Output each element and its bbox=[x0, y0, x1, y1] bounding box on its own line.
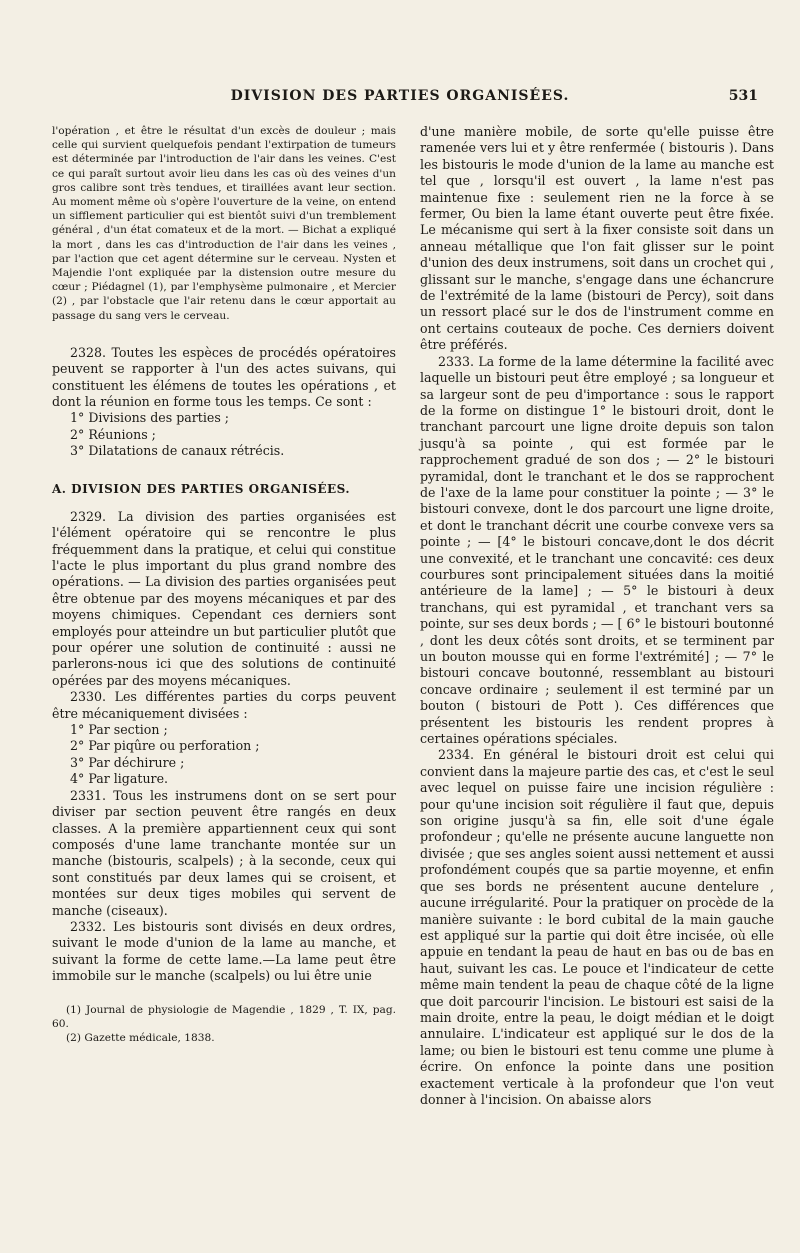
page-header bbox=[0, 88, 800, 110]
list-item: 4° Par ligature. bbox=[70, 771, 169, 787]
list-item: 3° Dilatations de canaux rétrécis. bbox=[70, 443, 285, 459]
list-item: 1° Par section ; bbox=[70, 722, 168, 738]
right-column bbox=[420, 124, 774, 1108]
list-2328 bbox=[52, 410, 396, 459]
list-item: 2° Réunions ; bbox=[70, 426, 156, 442]
footnote: (2) Gazette médicale, 1838. bbox=[66, 1031, 215, 1044]
paragraph-2330: 2330. Les différentes parties du corps peuvent être mécaniquement divisées : bbox=[52, 689, 396, 721]
paragraph-2333: 2333. La forme de la lame détermine la facilité avec laquelle un bistouri peut être employé ; sa longueur et sa largeur sont de peu d'importance : sous le rapport de la forme on distingue 1° le bistouri droit, dont le tranchant parcourt une ligne droite depuis son talon jusqu'à sa pointe , qui est formée par le rapprochement gradué de son dos ; — 2° le bistouri pyramidal, dont le tranchant et le dos se rapprochent de l'axe de la lame pour constituer la pointe ; — 3° le bistouri convexe, dont le dos parcourt une ligne droite, et dont le tranchant décrit une courbe convexe vers sa pointe ; — [4° le bistouri concave,dont le dos décrit une convexité, et le tranchant une concavité: ces deux courbures sont principalement situées dans la moitié antérieure de la lame] ; — 5° le bistouri à deux tranchans, qui est pyramidal , et tranchant vers sa pointe, sur ses deux bords ; — [ 6° le bistouri boutonné , dont les deux côtés sont droits, et se terminent par un bouton mousse qui en forme l'extrémité] ; — 7° le bistouri concave boutonné, ressemblant au bistouri concave ordinaire ; seulement il est terminé par un bouton ( bistouri de Pott ). Ces différences que présentent les bistouris les rendent propres à certaines opérations spéciales. bbox=[420, 353, 774, 747]
footnote: (1) Journal de physiologie de Magendie , 1829 , T. IX, pag. 60. bbox=[52, 1003, 396, 1030]
list-2330 bbox=[52, 722, 396, 788]
page-number: 531 bbox=[728, 88, 758, 104]
list-item: 2° Par piqûre ou perforation ; bbox=[70, 738, 260, 754]
paragraph-continuation: d'une manière mobile, de sorte qu'elle puisse être ramenée vers lui et y être renfermée ( bistouris ). Dans les bistouris le mode d'union de la lame au manche est tel que , lorsqu'il est ouvert , la lame n'est pas maintenue fixe : seulement rien ne la force à se fermer, Ou bien la lame étant ouverte peut être fixée. Le mécanisme qui sert à la fixer consiste soit dans un anneau métallique que l'on fait glisser sur le point d'union des deux instrumens, soit dans un crochet qui , glissant sur le manche, s'engage dans une échancrure de l'extrémité de la lame (bistouri de Percy), soit dans un ressort placé sur le dos de l'instrument comme en ont certains couteaux de poche. Ces derniers doivent être préférés. bbox=[420, 124, 775, 353]
running-title: DIVISION DES PARTIES ORGANISÉES. bbox=[230, 88, 570, 104]
section-title: A. DIVISION DES PARTIES ORGANISÉES. bbox=[52, 481, 351, 496]
paragraph-intro: l'opération , et être le résultat d'un excès de douleur ; mais celle qui survient quelquefois pendant l'extirpation de tumeurs est déterminée par l'introduction de l'air dans les veines. C'est ce qui paraît surtout avoir lieu dans les cas où des veines d'un gros calibre sont très tendues, et tiraillées avant leur section. Au moment même où s'opère l'ouverture de la veine, on entend un sifflement particulier qui est bientôt suivi d'un tremblement général , d'un état comateux et de la mort. — Bichat a expliqué la mort , dans les cas d'introduction de l'air dans les veines , par l'action que cet agent détermine sur le cerveau. Nysten et Majendie l'ont expliquée par la distension outre mesure du cœur ; Piédagnel (1), par l'emphysème pulmonaire , et Mercier (2) , par l'obstacle que l'air retenu dans le cœur apportait au passage du sang vers le cerveau. bbox=[52, 125, 396, 322]
paragraph-2329: 2329. La division des parties organisées est l'élément opératoire qui se rencontre le plus fréquemment dans la pratique, et celui qui constitue l'acte le plus important du plus grand nombre des opérations. — La division des parties organisées peut être obtenue par des moyens mécaniques et par des moyens chimiques. Cependant ces derniers sont employés pour atteindre un but particulier plutôt que pour opérer une solution de continuité : aussi ne parlerons-nous ici que des solutions de continuité opérées par des moyens mécaniques. bbox=[52, 508, 396, 688]
paragraph-2334: 2334. En général le bistouri droit est celui qui convient dans la majeure partie des cas, et c'est le seul avec lequel on puisse faire une incision régulière : pour qu'une incision soit régulière il faut que, depuis son origine jusqu'à sa fin, elle soit d'une égale profondeur ; qu'elle ne présente aucune languette non divisée ; que ses angles soient aussi nettement et aussi profondément coupés que sa partie moyenne, et enfin que ses bords ne présentent aucune dentelure , aucune irrégularité. Pour la pratiquer on procède de la manière suivante : le bord cubital de la main gauche est appliqué sur la partie qui doit être incisée, où elle appuie en tendant la peau de haut en bas ou de bas en haut, suivant les cas. Le pouce et l'indicateur de cette même main tendent la peau de chaque côté de la ligne que doit parcourir l'incision. Le bistouri est saisi de la main droite, entre la peau, le doigt médian et le doigt annulaire. L'indicateur est appliqué sur le dos de la lame; ou bien le bistouri est tenu comme une plume à écrire. On enfonce la pointe dans une position exactement verticale à la profondeur que l'on veut donner à l'incision. On abaisse alors bbox=[420, 747, 774, 1107]
paragraph-2331: 2331. Tous les instrumens dont on se sert pour diviser par section peuvent être rangés en deux classes. A la première appartiennent ceux qui sont composés d'une lame tranchante montée sur un manche (bistouris, scalpels) ; à la seconde, ceux qui sont constitués par deux lames qui se croisent, et montées sur deux tiges mobiles qui servent de manche (ciseaux). bbox=[52, 787, 396, 918]
paragraph-2328: 2328. Toutes les espèces de procédés opératoires peuvent se rapporter à l'un des actes suivans, qui constituent les élémens de toutes les opérations , et dont la réunion en forme tous les temps. Ce sont : bbox=[52, 344, 396, 410]
list-item: 1° Divisions des parties ; bbox=[70, 410, 230, 426]
footnotes bbox=[52, 1003, 396, 1045]
list-item: 3° Par déchirure ; bbox=[70, 754, 185, 770]
left-column bbox=[52, 124, 396, 1045]
paragraph-2332: 2332. Les bistouris sont divisés en deux ordres, suivant le mode d'union de la lame au manche, et suivant la forme de cette lame.—La lame peut être immobile sur le manche (scalpels) ou lui être unie bbox=[52, 918, 396, 984]
